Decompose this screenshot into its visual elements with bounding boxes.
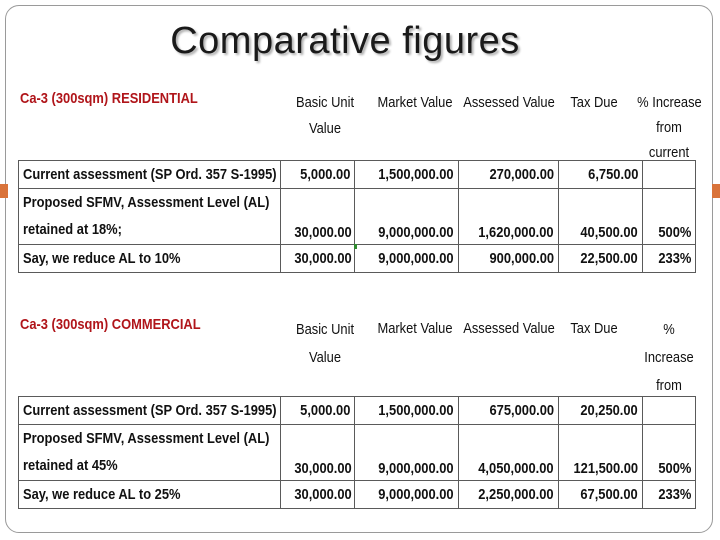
- basic-unit-cell: 5,000.00: [281, 161, 355, 189]
- table-row: [19, 425, 696, 481]
- col-increase-line3: from: [656, 377, 682, 394]
- tax-due-cell: 121,500.00: [559, 425, 643, 481]
- left-edge-marker: [0, 184, 8, 198]
- increase-cell: 500%: [643, 425, 696, 481]
- col-increase-line2: Increase: [644, 349, 694, 366]
- slide-title: Comparative figures: [170, 20, 520, 62]
- market-value-cell: 9,000,000.00: [355, 245, 459, 273]
- assessed-value-cell: 900,000.00: [459, 245, 559, 273]
- commercial-header: [18, 312, 698, 396]
- market-value-cell: 9,000,000.00: [355, 481, 459, 509]
- increase-cell: 233%: [643, 245, 696, 273]
- increase-cell: 500%: [643, 189, 696, 245]
- residential-table: [18, 160, 696, 273]
- col-market-value: Market Value: [377, 320, 453, 337]
- col-increase-line2: from: [656, 119, 682, 136]
- residential-section: [18, 86, 702, 273]
- col-tax-due: Tax Due: [570, 320, 618, 337]
- basic-unit-cell: 30,000.00: [281, 245, 355, 273]
- market-value-cell: 9,000,000.00: [355, 189, 459, 245]
- market-value-cell: 1,500,000.00: [355, 397, 459, 425]
- col-increase: [637, 316, 701, 400]
- tax-due-cell: 6,750.00: [559, 161, 643, 189]
- residential-heading: Ca-3 (300sqm) RESIDENTIAL: [20, 90, 198, 107]
- tax-due-cell: 67,500.00: [559, 481, 643, 509]
- table-row: [19, 161, 696, 189]
- row-label: Current assessment (SP Ord. 357 S-1995): [19, 161, 281, 189]
- basic-unit-cell: 5,000.00: [281, 397, 355, 425]
- increase-cell: [643, 397, 696, 425]
- assessed-value-cell: 675,000.00: [459, 397, 559, 425]
- row-label: Current assessment (SP Ord. 357 S-1995): [19, 397, 281, 425]
- col-tax-due: Tax Due: [570, 94, 618, 111]
- col-assessed-value: Assessed Value: [463, 320, 555, 337]
- basic-unit-cell: 30,000.00: [281, 481, 355, 509]
- table-row: [19, 189, 696, 245]
- residential-header: [18, 86, 702, 161]
- col-increase-line3: current: [648, 144, 690, 161]
- assessed-value-cell: 4,050,000.00: [459, 425, 559, 481]
- assessed-value-cell: 2,250,000.00: [459, 481, 559, 509]
- stray-mark: [354, 244, 357, 249]
- right-edge-marker: [712, 184, 720, 198]
- row-label: Say, we reduce AL to 10%: [19, 245, 281, 273]
- tax-due-cell: 20,250.00: [559, 397, 643, 425]
- col-basic-unit-line1: Basic Unit: [295, 321, 355, 338]
- market-value-cell: 1,500,000.00: [355, 161, 459, 189]
- market-value-cell: 9,000,000.00: [355, 425, 459, 481]
- col-basic-unit-line1: Basic Unit: [295, 94, 355, 111]
- col-assessed-value: Assessed Value: [463, 94, 555, 111]
- increase-cell: 233%: [643, 481, 696, 509]
- table-row: [19, 245, 696, 273]
- col-basic-unit-line2: Value: [308, 120, 342, 137]
- basic-unit-cell: 30,000.00: [281, 189, 355, 245]
- col-market-value: Market Value: [377, 94, 453, 111]
- commercial-table: [18, 396, 696, 509]
- tax-due-cell: 40,500.00: [559, 189, 643, 245]
- basic-unit-cell: 30,000.00: [281, 425, 355, 481]
- commercial-heading: Ca-3 (300sqm) COMMERCIAL: [20, 316, 201, 333]
- table-row: [19, 481, 696, 509]
- row-label: Proposed SFMV, Assessment Level (AL) retained at 18%;: [19, 189, 281, 245]
- commercial-section: [18, 312, 698, 509]
- assessed-value-cell: 270,000.00: [459, 161, 559, 189]
- row-label: Proposed SFMV, Assessment Level (AL) retained at 45%: [19, 425, 281, 481]
- col-basic-unit: [286, 316, 363, 372]
- tax-due-cell: 22,500.00: [559, 245, 643, 273]
- col-increase-line1: %: [663, 321, 675, 338]
- col-basic-unit-line2: Value: [308, 349, 342, 366]
- col-increase: [637, 90, 701, 165]
- col-increase-line1: % Increase: [637, 94, 702, 111]
- row-label: Say, we reduce AL to 25%: [19, 481, 281, 509]
- table-row: [19, 397, 696, 425]
- assessed-value-cell: 1,620,000.00: [459, 189, 559, 245]
- col-basic-unit: [286, 90, 363, 142]
